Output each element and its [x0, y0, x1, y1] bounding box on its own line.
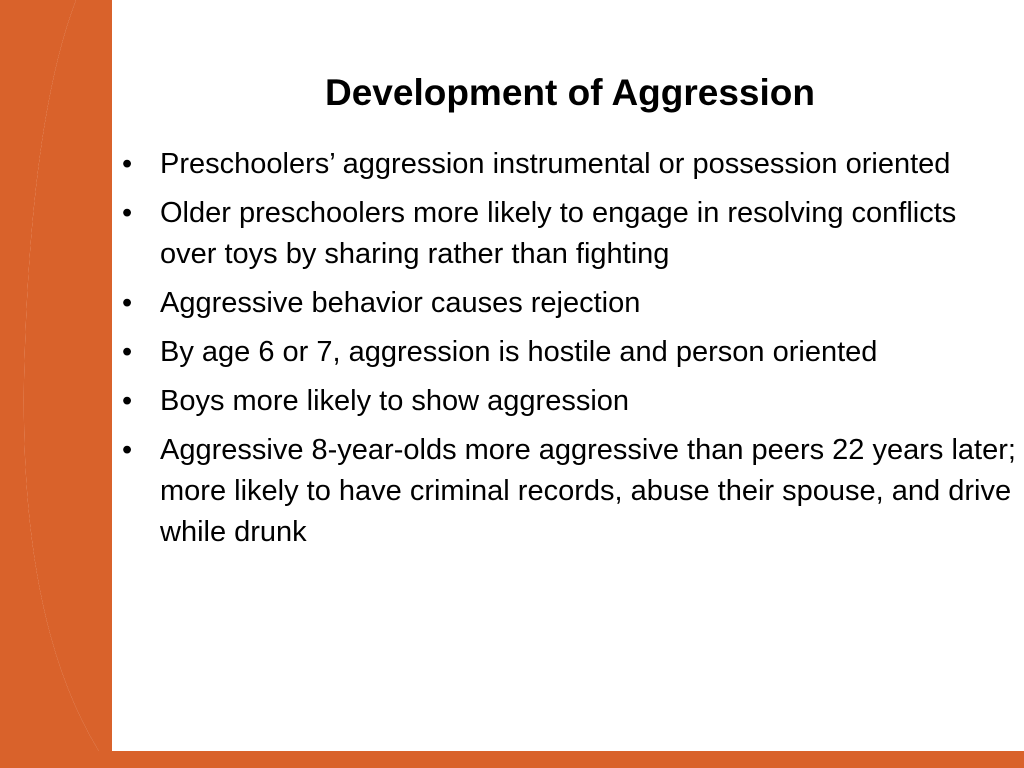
bullet-item: [118, 430, 1018, 553]
bullet-text: Aggressive behavior causes rejection: [160, 287, 641, 319]
bottom-orange-bar: [0, 751, 1024, 768]
bullet-text: Boys more likely to show aggression: [160, 385, 630, 417]
bullet-item: [118, 193, 1018, 275]
bullet-item: [118, 283, 1018, 324]
bullet-item: [118, 144, 1018, 185]
bullet-item: [118, 381, 1018, 422]
bullet-icon: •: [122, 385, 133, 417]
bullet-icon: •: [122, 434, 133, 466]
bullet-text: By age 6 or 7, aggression is hostile and person oriented: [160, 336, 878, 368]
bullet-text: Aggressive 8-year-olds more aggressive than peers 22 years later; more likely to have criminal records, abuse their spouse, and drive while drunk: [160, 434, 1016, 548]
bullet-text: Preschoolers’ aggression instrumental or possession oriented: [160, 148, 951, 180]
bullet-icon: •: [122, 148, 133, 180]
bullet-list: [118, 144, 1018, 561]
bullet-icon: •: [122, 287, 133, 319]
bullet-item: [118, 332, 1018, 373]
bullet-icon: •: [122, 336, 133, 368]
slide-title: Development of Aggression: [325, 72, 815, 113]
bullet-text: Older preschoolers more likely to engage in resolving conflicts over toys by sharing rather than fighting: [160, 197, 957, 270]
bullet-icon: •: [122, 197, 133, 229]
